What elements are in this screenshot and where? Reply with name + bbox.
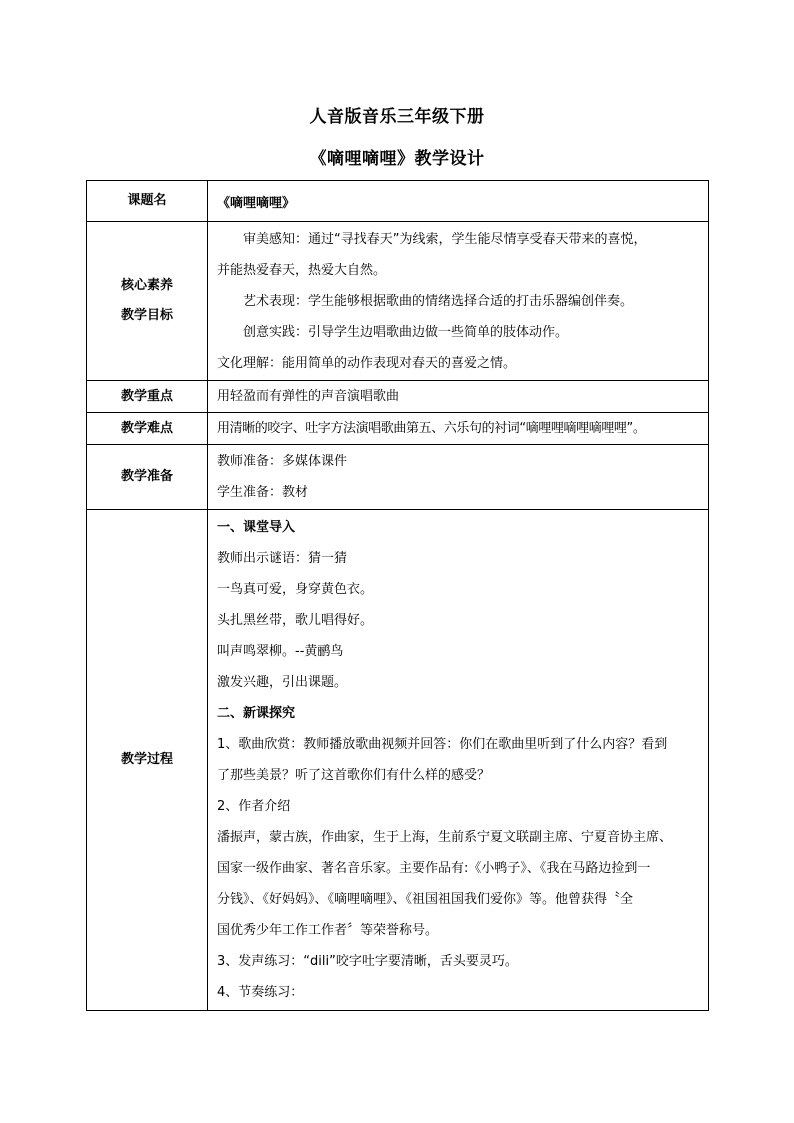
difficulty-value (208, 413, 709, 445)
table-row-preparation (87, 445, 709, 510)
process-line: 3、发声练习：“dili”咬字吐字要清晰，舌头要灵巧。 (217, 954, 518, 969)
table-row-process (87, 510, 709, 1011)
topic-label: 课题名 (87, 181, 208, 222)
difficulty-label: 教学难点 (87, 413, 208, 445)
table-row-goals (87, 222, 709, 381)
table-row-topic (87, 181, 709, 222)
preparation-label: 教学准备 (87, 445, 208, 510)
process-label: 教学过程 (87, 510, 208, 1011)
process-line: 分钱》、《好妈妈》、《嘀哩嘀哩》、《祖国祖国我们爱你》等。他曾获得〝全 (217, 892, 634, 907)
table-row-difficulty (87, 413, 709, 445)
goals-label-line1: 核心素养 (120, 278, 173, 293)
process-line: 潘振声，蒙古族，作曲家，生于上海，生前系宁夏文联副主席、宁夏音协主席、 (217, 830, 673, 845)
section-intro-heading: 一、课堂导入 (217, 520, 296, 535)
goals-label (87, 222, 208, 381)
lesson-plan-table (86, 180, 709, 1011)
document-subtitle: 《嘀哩嘀哩》教学设计 (309, 149, 485, 169)
process-line: 2、作者介绍 (217, 799, 291, 814)
process-line: 激发兴趣，引出课题。 (217, 675, 348, 690)
goals-content (208, 222, 709, 381)
goal-creative-practice: 创意实践：引导学生边唱歌曲边做一些简单的肢体动作。 (243, 324, 569, 340)
process-line: 4、节奏练习： (217, 985, 304, 1000)
process-line: 叫声鸣翠柳。--黄鹂鸟 (217, 644, 344, 659)
preparation-student: 学生准备：教材 (217, 485, 309, 500)
difficulty-text: 用清晰的咬字、吐字方法演唱歌曲第五、六乐句的衬词“嘀哩哩嘀哩嘀哩哩”。 (217, 421, 646, 436)
table-row-key-point (87, 381, 709, 413)
process-line: 1、歌曲欣赏：教师播放歌曲视频并回答：你们在歌曲里听到了什么内容？看到 (217, 737, 668, 752)
goal-art-expression: 艺术表现：学生能够根据歌曲的情绪选择合适的打击乐器编创伴奏。 (243, 293, 634, 309)
topic-value: 《嘀哩嘀哩》 (208, 181, 709, 222)
process-line: 国家一级作曲家、著名音乐家。主要作品有:《小鸭子》、《我在马路边捡到一 (217, 861, 651, 876)
process-line: 一鸟真可爱，身穿黄色衣。 (217, 582, 374, 597)
goal-aesthetic-cont: 并能热爱春天，热爱大自然。 (217, 262, 387, 278)
goal-aesthetic: 审美感知：通过“寻找春天”为线索，学生能尽情享受春天带来的喜悦， (243, 231, 647, 247)
process-line: 了那些美景？听了这首歌你们有什么样的感受？ (217, 768, 491, 783)
goal-cultural-understanding: 文化理解：能用简单的动作表现对春天的喜爱之情。 (217, 355, 517, 371)
key-point-value (208, 381, 709, 413)
document-title: 人音版音乐三年级下册 (309, 107, 485, 127)
goals-label-line2: 教学目标 (120, 308, 173, 323)
process-line: 教师出示谜语：猜一猜 (217, 551, 348, 566)
key-point-text: 用轻盈而有弹性的声音演唱歌曲 (217, 389, 400, 404)
process-content (208, 510, 709, 1011)
preparation-content (208, 445, 709, 510)
process-line: 国优秀少年工作工作者〞等荣誉称号。 (217, 923, 439, 938)
section-explore-heading: 二、新课探究 (217, 706, 296, 721)
process-line: 头扎黑丝带，歌儿唱得好。 (217, 613, 374, 628)
preparation-teacher: 教师准备：多媒体课件 (217, 454, 348, 469)
key-point-label: 教学重点 (87, 381, 208, 413)
